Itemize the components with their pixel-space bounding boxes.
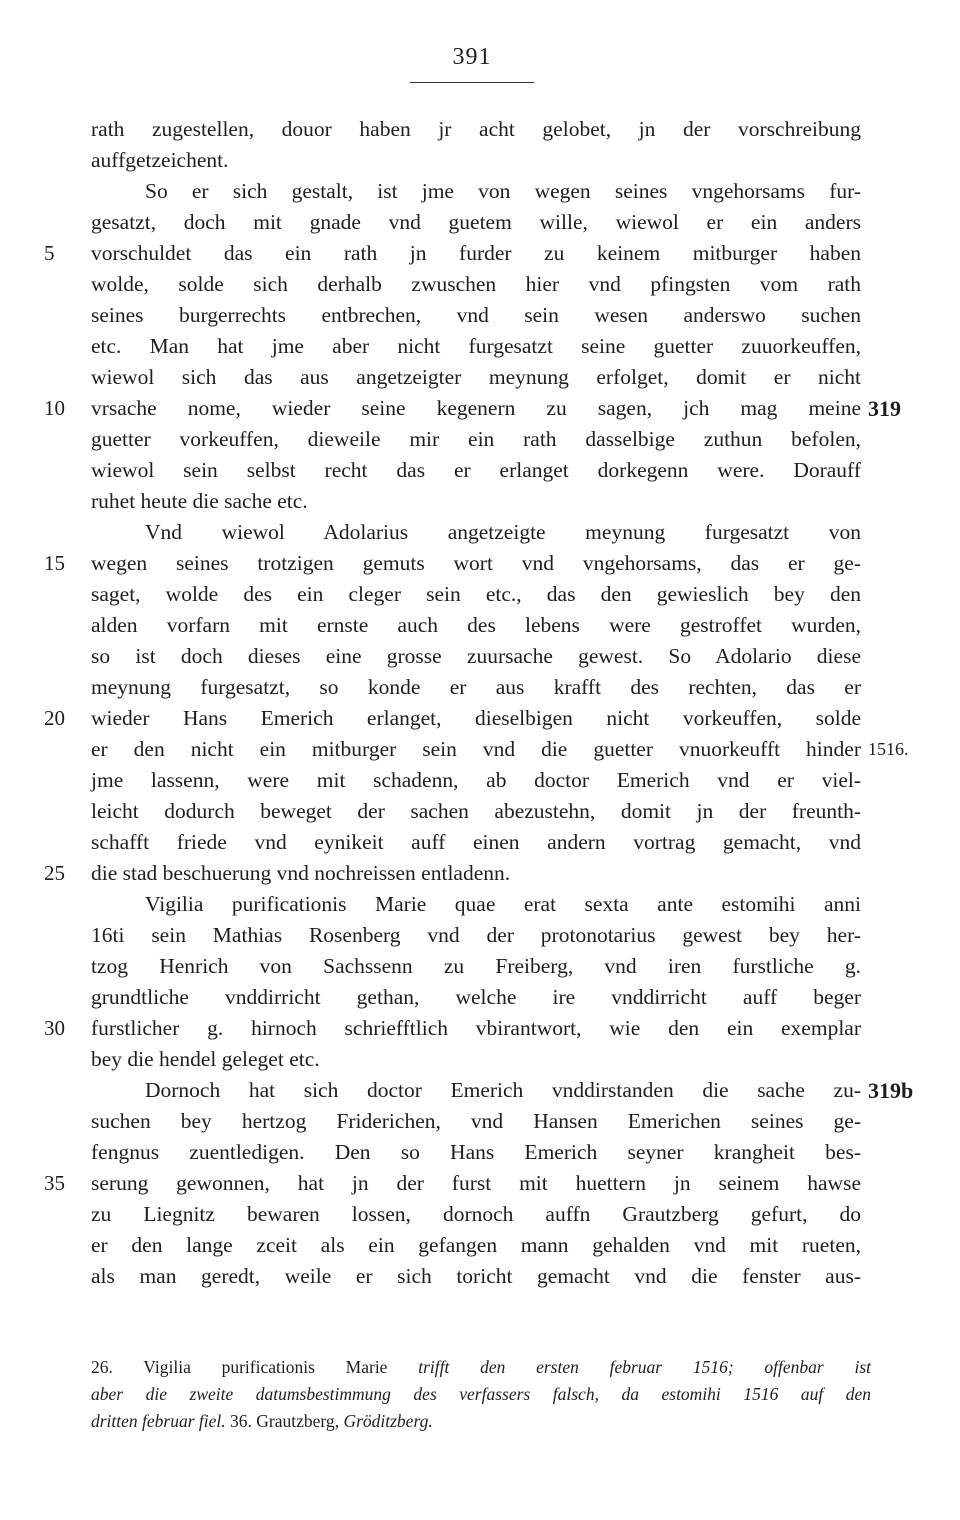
footnote-italic: aber die zweite datumsbestimmung des verfassers falsch, da estomihi 1516 auf den bbox=[91, 1384, 871, 1404]
text-line: tzog Henrich von Sachssenn zu Freiberg, vnd iren furstliche g. bbox=[91, 954, 861, 978]
footnote-text: 26. Vigilia purificationis Marie bbox=[91, 1357, 419, 1377]
text-line: die stad beschuerung vnd nochreissen entladenn. bbox=[91, 861, 511, 885]
text-line: gesatzt, doch mit gnade vnd guetem wille, wiewol er ein anders bbox=[91, 210, 861, 234]
text-line: etc. Man hat jme aber nicht furgesatzt seine guetter zuuorkeuffen, bbox=[91, 334, 861, 358]
line-number: 35 bbox=[44, 1171, 65, 1195]
text-line: er den nicht ein mitburger sein vnd die guetter vnuorkeufft hinder bbox=[91, 737, 861, 761]
text-line: Dornoch hat sich doctor Emerich vnddirstanden die sache zu- bbox=[145, 1078, 861, 1102]
footnotes bbox=[91, 1354, 871, 1435]
text-line: seines burgerrechts entbrechen, vnd sein wesen anderswo suchen bbox=[91, 303, 861, 327]
footnote-line bbox=[91, 1408, 871, 1435]
line-number: 25 bbox=[44, 861, 65, 885]
margin-year: 1516. bbox=[868, 739, 909, 759]
footnote-italic: Gröditzberg. bbox=[343, 1411, 433, 1431]
text-line: So er sich gestalt, ist jme von wegen seines vngehorsams fur- bbox=[145, 179, 861, 203]
text-line: fengnus zuentledigen. Den so Hans Emerich seyner krangheit bes- bbox=[91, 1140, 861, 1164]
text-line: jme lassenn, were mit schadenn, ab doctor Emerich vnd er viel- bbox=[91, 768, 861, 792]
text-line: serung gewonnen, hat jn der furst mit huettern jn seinem hawse bbox=[91, 1171, 861, 1195]
text-line: er den lange zceit als ein gefangen mann gehalden vnd mit rueten, bbox=[91, 1233, 861, 1257]
margin-folio: 319b bbox=[868, 1078, 914, 1103]
text-line: bey die hendel geleget etc. bbox=[91, 1047, 320, 1071]
text-line: meynung furgesatzt, so konde er aus krafft des rechten, das er bbox=[91, 675, 861, 699]
margin-folio: 319 bbox=[868, 396, 901, 421]
text-line: guetter vorkeuffen, dieweile mir ein rath dasselbige zuthun befolen, bbox=[91, 427, 861, 451]
text-line: ruhet heute die sache etc. bbox=[91, 489, 308, 513]
text-line: vorschuldet das ein rath jn furder zu keinem mitburger haben bbox=[91, 241, 861, 265]
text-line: zu Liegnitz bewaren lossen, dornoch auffn Grautzberg gefurt, do bbox=[91, 1202, 861, 1226]
text-line: wieder Hans Emerich erlanget, dieselbigen nicht vorkeuffen, solde bbox=[91, 706, 861, 730]
line-number: 30 bbox=[44, 1016, 65, 1040]
text-line: Vnd wiewol Adolarius angetzeigte meynung furgesatzt von bbox=[145, 520, 861, 544]
text-line: grundtliche vnddirricht gethan, welche ire vnddirricht auff beger bbox=[91, 985, 861, 1009]
footnote-italic: trifft den ersten februar 1516; offenbar ist bbox=[418, 1357, 871, 1377]
text-line: wegen seines trotzigen gemuts wort vnd vngehorsams, das er ge- bbox=[91, 551, 861, 575]
text-line: alden vorfarn mit ernste auch des lebens were gestroffet wurden, bbox=[91, 613, 861, 637]
footnote-line bbox=[91, 1354, 871, 1381]
text-line: wiewol sein selbst recht das er erlanget dorkegenn were. Dorauff bbox=[91, 458, 861, 482]
line-number: 15 bbox=[44, 551, 65, 575]
text-line: als man geredt, weile er sich toricht gemacht vnd die fenster aus- bbox=[91, 1264, 861, 1288]
text-line: 16ti sein Mathias Rosenberg vnd der protonotarius gewest bey her- bbox=[91, 923, 861, 947]
text-line: rath zugestellen, douor haben jr acht gelobet, jn der vorschreibung bbox=[91, 117, 861, 141]
page-number-rule bbox=[410, 82, 534, 83]
text-line: suchen bey hertzog Friderichen, vnd Hansen Emerichen seines ge- bbox=[91, 1109, 861, 1133]
line-number: 20 bbox=[44, 706, 65, 730]
text-line: wiewol sich das aus angetzeigter meynung erfolget, domit er nicht bbox=[91, 365, 861, 389]
text-line: wolde, solde sich derhalb zwuschen hier vnd pfingsten vom rath bbox=[91, 272, 861, 296]
footnote-italic: dritten februar fiel. bbox=[91, 1411, 226, 1431]
footnote-line bbox=[91, 1381, 871, 1408]
text-line: Vigilia purificationis Marie quae erat sexta ante estomihi anni bbox=[145, 892, 861, 916]
text-line: auffgetzeichent. bbox=[91, 148, 229, 172]
text-line: schafft friede vnd eynikeit auff einen andern vortrag gemacht, vnd bbox=[91, 830, 861, 854]
footnote-text: 36. Grautzberg, bbox=[225, 1411, 344, 1431]
text-line: so ist doch dieses eine grosse zuursache gewest. So Adolario diese bbox=[91, 644, 861, 668]
text-line: vrsache nome, wieder seine kegenern zu sagen, jch mag meine bbox=[91, 396, 861, 420]
line-number: 5 bbox=[44, 241, 55, 265]
line-number: 10 bbox=[44, 396, 65, 420]
page-number: 391 bbox=[452, 44, 492, 70]
text-line: furstlicher g. hirnoch schriefftlich vbirantwort, wie den ein exemplar bbox=[91, 1016, 861, 1040]
text-line: leicht dodurch beweget der sachen abezustehn, domit jn der freunth- bbox=[91, 799, 861, 823]
text-line: saget, wolde des ein cleger sein etc., das den gewieslich bey den bbox=[91, 582, 861, 606]
